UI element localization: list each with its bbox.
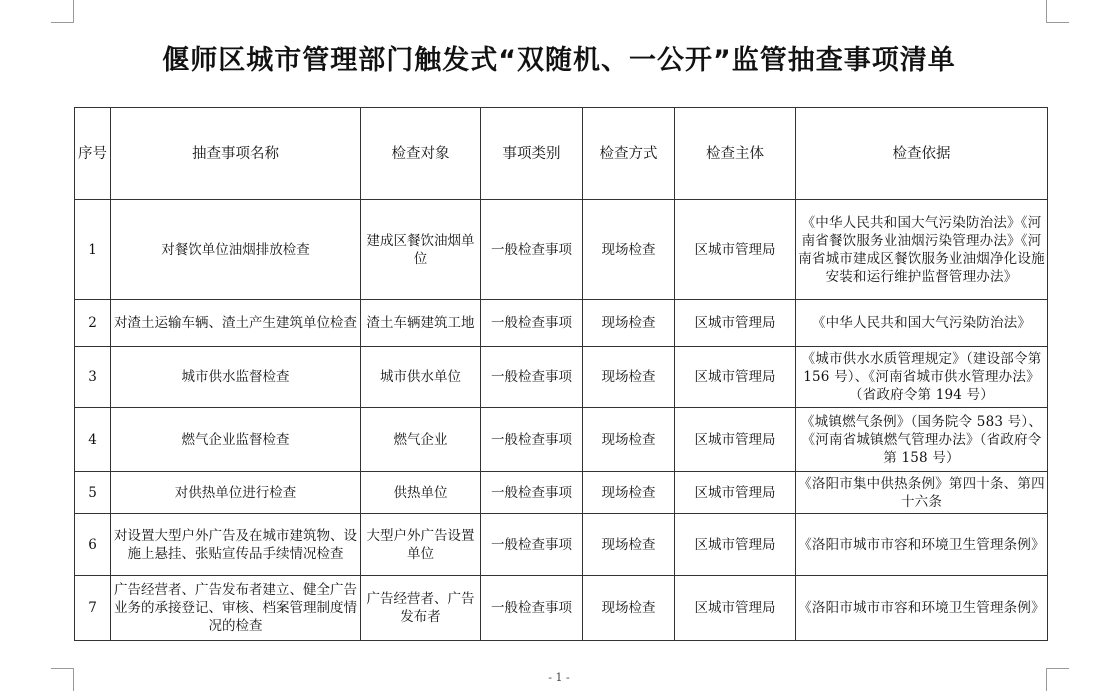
table-row (75, 408, 1048, 472)
cell-category: 一般检查事项 (481, 514, 583, 576)
header-item-name: 抽查事项名称 (111, 108, 361, 200)
cell-method: 现场检查 (583, 514, 675, 576)
cell-category: 一般检查事项 (481, 576, 583, 641)
cell-category: 一般检查事项 (481, 200, 583, 300)
cell-basis: 《中华人民共和国大气污染防治法》 (796, 300, 1048, 347)
cell-method: 现场检查 (583, 347, 675, 408)
table-row (75, 514, 1048, 576)
cell-seq: 3 (75, 347, 111, 408)
page-number: - 1 - (548, 671, 570, 684)
table-row (75, 300, 1048, 347)
cell-seq: 1 (75, 200, 111, 300)
cell-seq: 6 (75, 514, 111, 576)
cell-target: 建成区餐饮油烟单位 (361, 200, 481, 300)
cell-target: 渣土车辆建筑工地 (361, 300, 481, 347)
inspection-items-table (74, 107, 1048, 641)
cell-item-name: 对供热单位进行检查 (111, 472, 361, 514)
cell-item-name: 对餐饮单位油烟排放检查 (111, 200, 361, 300)
cell-target: 城市供水单位 (361, 347, 481, 408)
header-method: 检查方式 (583, 108, 675, 200)
cell-method: 现场检查 (583, 200, 675, 300)
cell-target: 广告经营者、广告发布者 (361, 576, 481, 641)
cell-method: 现场检查 (583, 300, 675, 347)
header-subject: 检查主体 (675, 108, 796, 200)
cell-category: 一般检查事项 (481, 347, 583, 408)
cell-category: 一般检查事项 (481, 472, 583, 514)
cell-basis: 《洛阳市城市市容和环境卫生管理条例》 (796, 576, 1048, 641)
table-row (75, 576, 1048, 641)
cell-basis: 《城市供水水质管理规定》（建设部令第 156 号）、《河南省城市供水管理办法》（省政府令第 194 号） (796, 347, 1048, 408)
cell-method: 现场检查 (583, 408, 675, 472)
crop-mark-top-right (1046, 0, 1069, 23)
cell-seq: 5 (75, 472, 111, 514)
crop-mark-top-left (51, 0, 74, 23)
cell-target: 供热单位 (361, 472, 481, 514)
cell-seq: 2 (75, 300, 111, 347)
cell-seq: 7 (75, 576, 111, 641)
cell-method: 现场检查 (583, 472, 675, 514)
cell-subject: 区城市管理局 (675, 514, 796, 576)
table-row (75, 347, 1048, 408)
table-header-row (75, 108, 1048, 200)
cell-subject: 区城市管理局 (675, 300, 796, 347)
cell-item-name: 城市供水监督检查 (111, 347, 361, 408)
cell-subject: 区城市管理局 (675, 472, 796, 514)
table-row (75, 200, 1048, 300)
cell-basis: 《洛阳市城市市容和环境卫生管理条例》 (796, 514, 1048, 576)
cell-category: 一般检查事项 (481, 408, 583, 472)
cell-item-name: 燃气企业监督检查 (111, 408, 361, 472)
cell-basis: 《城镇燃气条例》（国务院令 583 号）、《河南省城镇燃气管理办法》（省政府令第 158 号） (796, 408, 1048, 472)
cell-target: 燃气企业 (361, 408, 481, 472)
header-target: 检查对象 (361, 108, 481, 200)
header-basis: 检查依据 (796, 108, 1048, 200)
header-category: 事项类别 (481, 108, 583, 200)
cell-seq: 4 (75, 408, 111, 472)
cell-subject: 区城市管理局 (675, 200, 796, 300)
cell-category: 一般检查事项 (481, 300, 583, 347)
header-seq: 序号 (75, 108, 111, 200)
cell-target: 大型户外广告设置单位 (361, 514, 481, 576)
cell-item-name: 对渣土运输车辆、渣土产生建筑单位检查 (111, 300, 361, 347)
cell-subject: 区城市管理局 (675, 347, 796, 408)
cell-basis: 《洛阳市集中供热条例》第四十条、第四十六条 (796, 472, 1048, 514)
cell-method: 现场检查 (583, 576, 675, 641)
table-row (75, 472, 1048, 514)
document-title: 偃师区城市管理部门触发式“双随机、一公开”监管抽查事项清单 (162, 45, 956, 76)
cell-basis: 《中华人民共和国大气污染防治法》《河南省餐饮服务业油烟污染管理办法》《河南省城市建成区餐饮服务业油烟净化设施安装和运行维护监督管理办法》 (796, 200, 1048, 300)
cell-item-name: 广告经营者、广告发布者建立、健全广告业务的承接登记、审核、档案管理制度情况的检查 (111, 576, 361, 641)
cell-subject: 区城市管理局 (675, 408, 796, 472)
cell-item-name: 对设置大型户外广告及在城市建筑物、设施上悬挂、张贴宣传品手续情况检查 (111, 514, 361, 576)
cell-subject: 区城市管理局 (675, 576, 796, 641)
